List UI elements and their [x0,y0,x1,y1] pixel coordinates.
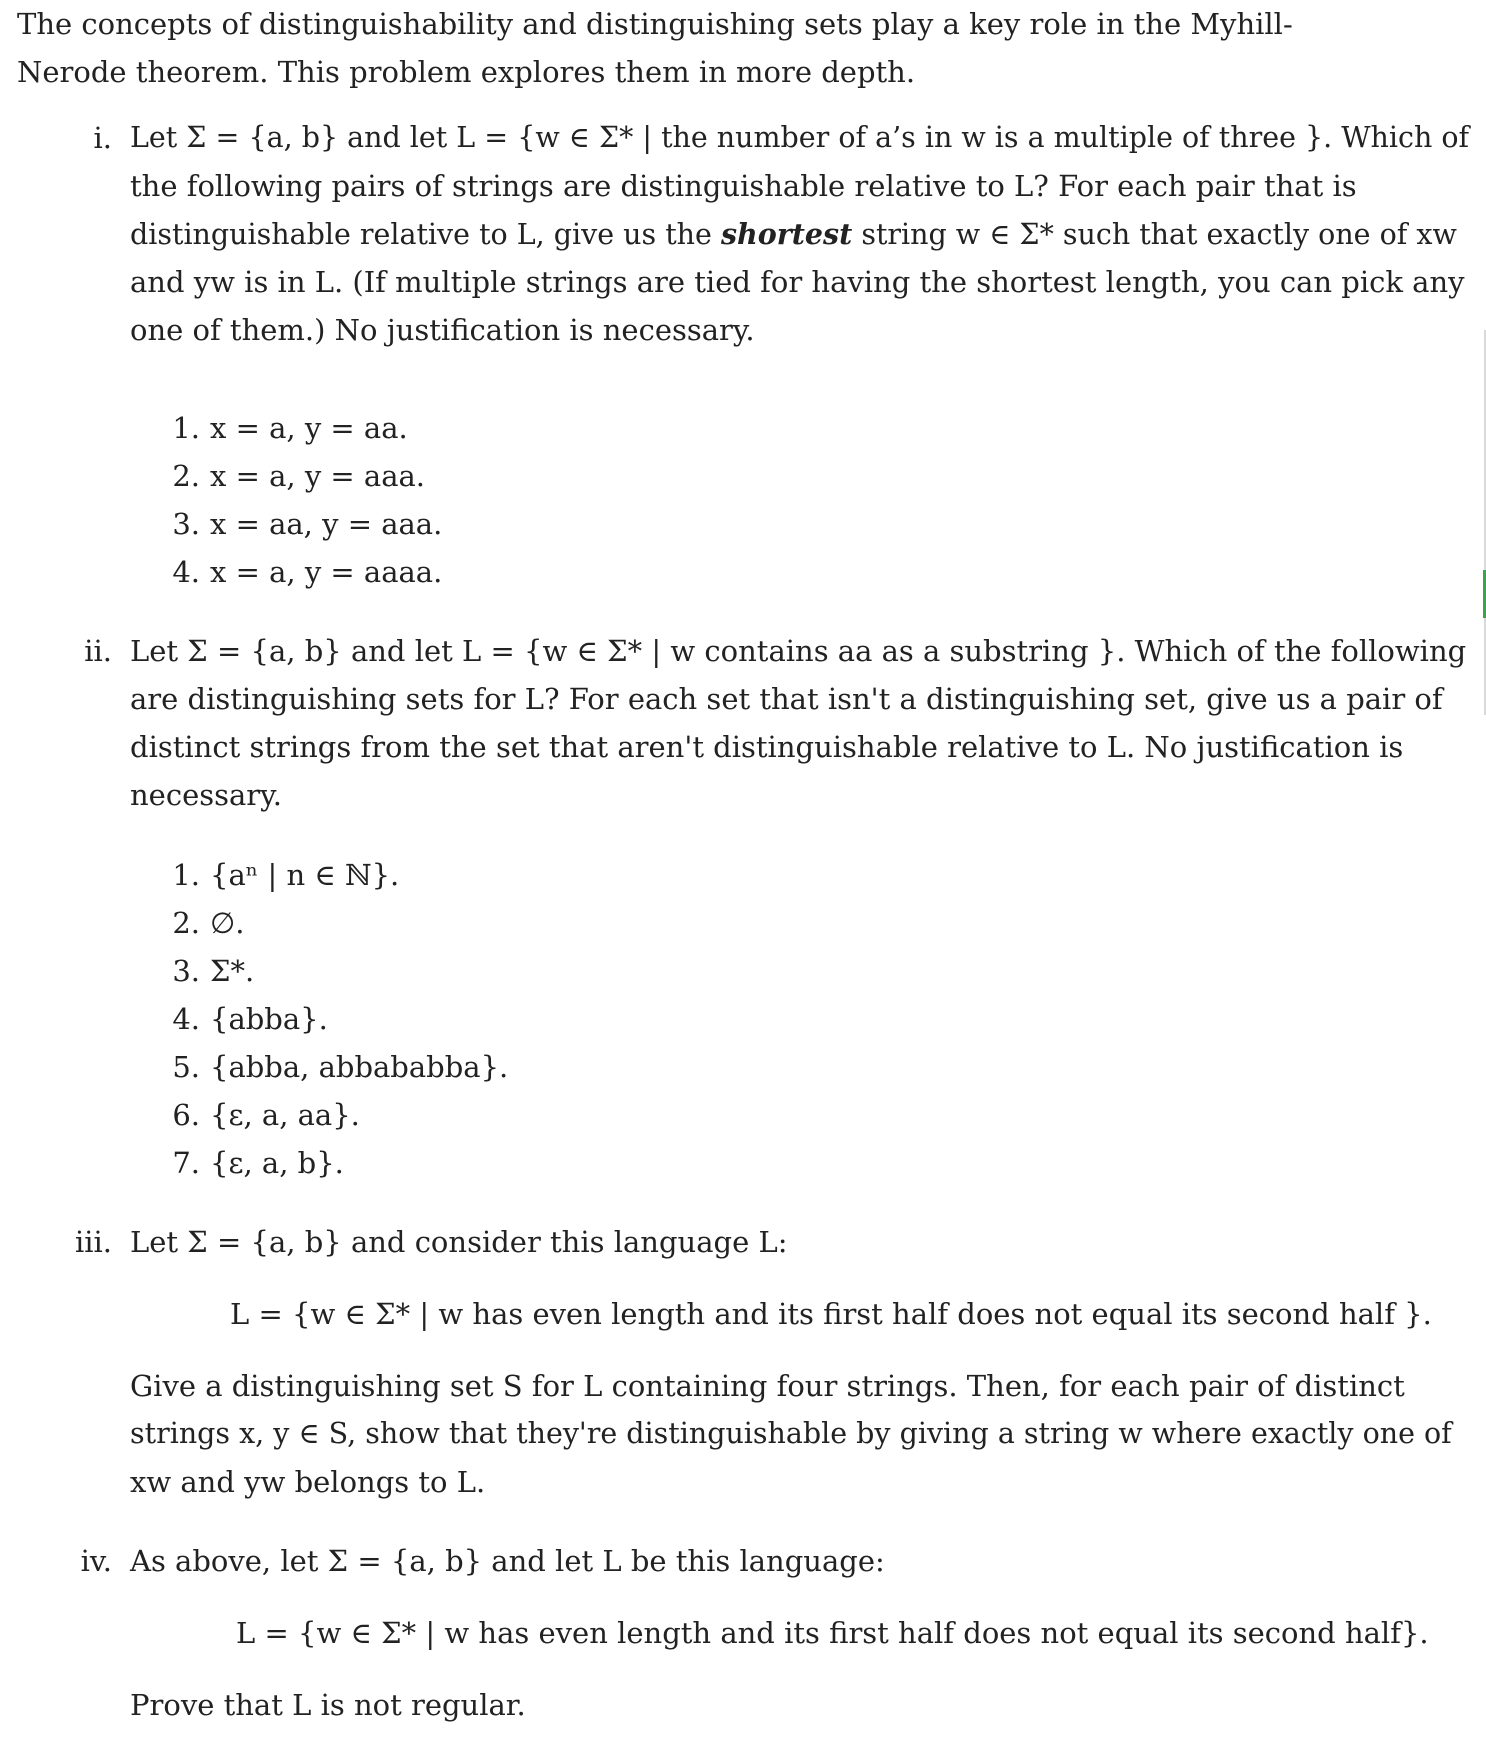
list-item: x = a, y = aaaa. [210,555,443,589]
part-iv-line-2: Prove that L is not regular. [130,1688,526,1722]
list-item: x = a, y = aaa. [210,459,426,493]
part-iii-marker: iii. [74,1225,112,1259]
part-ii-marker: ii. [84,634,112,668]
part-iv-marker: iv. [80,1544,112,1578]
list-item: {aⁿ | n ∈ ℕ}. [210,858,400,892]
intro-text: The concepts of distinguishability and distinguishing sets play a key role in the Myhill-Nerode theorem. This problem explores them in more depth. [17,7,1293,89]
part-iii-line-1: Let Σ = {a, b} and consider this language L: [130,1225,788,1259]
part-iii-line-3: strings x, y ∈ S, show that they're distinguishable by giving a string w where exactly one of [130,1417,1452,1450]
part-iii-line-2: Give a distinguishing set S for L containing four strings. Then, for each pair of distinct [130,1369,1405,1403]
part-iv-line-1: As above, let Σ = {a, b} and let L be this language: [130,1544,885,1578]
list-item: {abba, abbababba}. [210,1050,509,1084]
part-i-line-1: Let Σ = {a, b} and let L = {w ∈ Σ* | the number of a’s in w is a multiple of three }. Which of [130,121,1470,154]
part-i-line-3 [130,210,1457,259]
part-ii-line-1: Let Σ = {a, b} and let L = {w ∈ Σ* | w contains aa as a substring }. Which of the following [130,634,1467,668]
list-number: 4. [172,1002,200,1036]
list-number: 1. [172,858,200,892]
list-item: ∅. [210,906,245,940]
list-item: {ε, a, b}. [210,1146,344,1180]
part-i-line-3c: string w ∈ Σ* such that exactly one of xw [861,218,1457,251]
emphasis-shortest: shortest [720,217,853,251]
part-ii-line-2: are distinguishing sets for L? For each set that isn't a distinguishing set, give us a pair of [130,682,1443,716]
part-iii-line-4: xw and yw belongs to L. [130,1465,486,1499]
part-i-line-3a: distinguishable relative to L, give us the [130,218,712,251]
list-number: 2. [172,459,200,493]
part-ii-line-3: distinct strings from the set that aren't distinguishable relative to L. No justification is [130,730,1404,764]
list-number: 1. [172,411,200,445]
list-number: 5. [172,1050,200,1084]
list-number: 3. [172,954,200,988]
list-item: {abba}. [210,1002,328,1036]
list-number: 3. [172,507,200,541]
list-item: x = aa, y = aaa. [210,507,443,541]
part-ii-line-4: necessary. [130,778,282,812]
list-number: 6. [172,1098,200,1132]
part-i-line-4: and yw is in L. (If multiple strings are tied for having the shortest length, you can pick any [130,265,1465,299]
list-number: 7. [172,1146,200,1180]
list-number: 4. [172,555,200,589]
list-item: {ε, a, aa}. [210,1098,360,1132]
part-i-line-5: one of them.) No justification is necessary. [130,313,755,347]
list-item: Σ*. [210,954,255,988]
intro-paragraph [17,0,1337,96]
part-iv-formula: L = {w ∈ Σ* | w has even length and its first half does not equal its second half}. [236,1616,1429,1650]
part-iii-formula: L = {w ∈ Σ* | w has even length and its first half does not equal its second half }. [230,1297,1432,1331]
part-i-line-2: the following pairs of strings are distinguishable relative to L? For each pair that is [130,169,1357,203]
list-item: x = a, y = aa. [210,411,408,445]
part-i-marker: i. [93,121,112,155]
list-number: 2. [172,906,200,940]
